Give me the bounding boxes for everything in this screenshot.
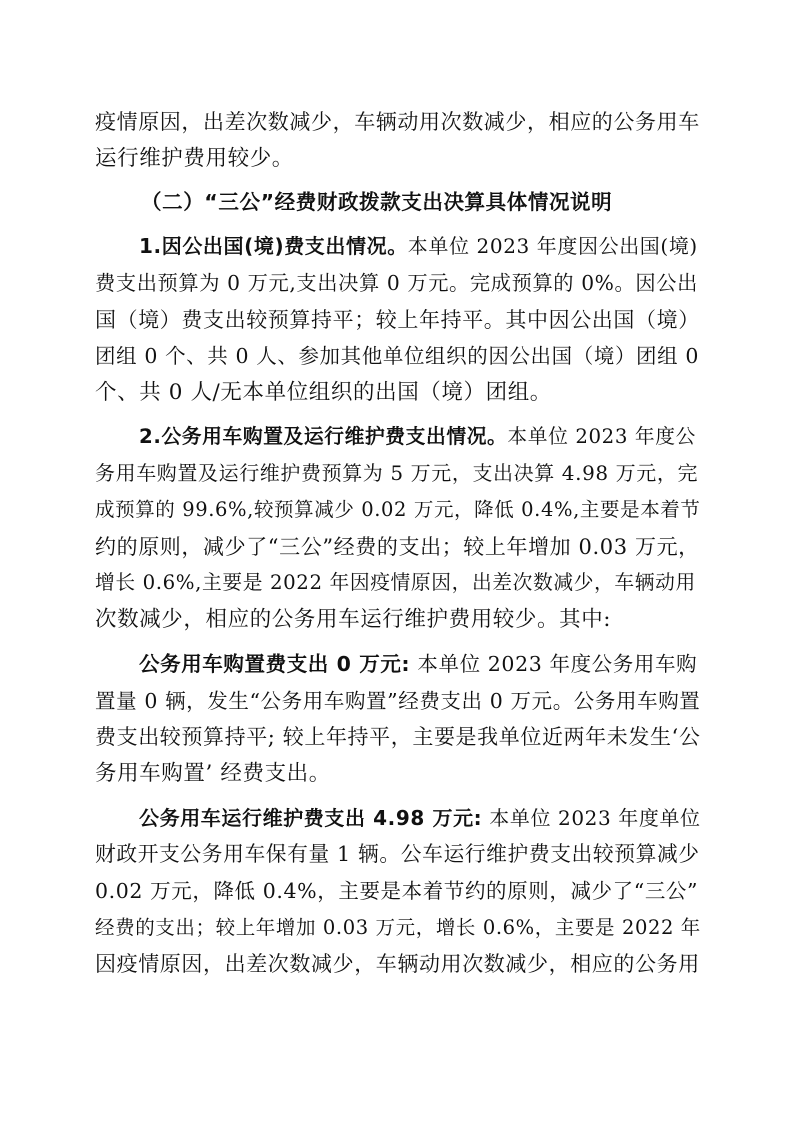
document-body [95,104,701,983]
text-line: 团组 0 个、共 0 人、参加其他单位组织的因公出国（境）团组 0 [95,344,700,369]
text-line: 务用车购置’ 经费支出。 [95,760,331,786]
text-line: 个、共 0 人/无本单位组织的出国（境）团组。 [95,379,552,405]
paragraph-first-line: 公务用车运行维护费支出 4.98 万元: 本单位 2023 年度单位 [139,805,701,830]
text-line: 经费的支出；较上年增加 0.03 万元，增长 0.6%，主要是 2022 年 [95,915,701,939]
text-line: 费支出较预算持平; 较上年持平，主要是我单位近两年未发生‘公 [95,725,701,750]
text-line: 约的原则，减少了“三公”经费的支出；较上年增加 0.03 万元， [95,534,700,559]
text-line: 置量 0 辆，发生“公务用车购置”经费支出 0 万元。公务用车购置 [95,688,701,713]
text-line: 次数减少，相应的公务用车运行维护费用较少。其中: [95,607,612,633]
text-line: 增长 0.6%,主要是 2022 年因疫情原因，出差次数减少，车辆动用 [95,571,696,595]
text-line: 费支出预算为 0 万元,支出决算 0 万元。完成预算的 0%。因公出 [95,270,698,295]
text-line: 财政开支公务用车保有量 1 辆。公车运行维护费支出较预算减少 [95,842,700,867]
text-line: 因疫情原因，出差次数减少，车辆动用次数减少，相应的公务用 [95,952,700,977]
text-line: 疫情原因，出差次数减少，车辆动用次数减少，相应的公务用车 [95,110,700,134]
text-line: 0.02 万元，降低 0.4%，主要是本着节约的原则，减少了“三公” [95,879,699,904]
paragraph-lead: 公务用车购置费支出 0 万元: [139,651,411,676]
paragraph-first-line: 公务用车购置费支出 0 万元: 本单位 2023 年度公务用车购 [139,651,698,676]
paragraph-lead: 2.公务用车购置及运行维护费支出情况。 [139,424,508,448]
text-line: 运行维护费用较少。 [95,145,294,171]
paragraph-first-line: 1.因公出国(境)费支出情况。本单位 2023 年度因公出国(境) [139,234,698,259]
text-line: 务用车购置及运行维护费预算为 5 万元，支出决算 4.98 万元，完 [95,461,699,486]
paragraph-lead: 1.因公出国(境)费支出情况。 [139,234,408,259]
text-line: 成预算的 99.6%,较预算减少 0.02 万元，降低 0.4%,主要是本着节 [95,498,701,522]
section-heading: （二）“三公”经费财政拨款支出决算具体情况说明 [141,190,613,215]
paragraph-lead: 公务用车运行维护费支出 4.98 万元: [139,805,483,830]
paragraph-first-line: 2.公务用车购置及运行维护费支出情况。本单位 2023 年度公 [139,424,696,448]
text-line: 国（境）费支出较预算持平；较上年持平。其中因公出国（境） [95,307,700,332]
